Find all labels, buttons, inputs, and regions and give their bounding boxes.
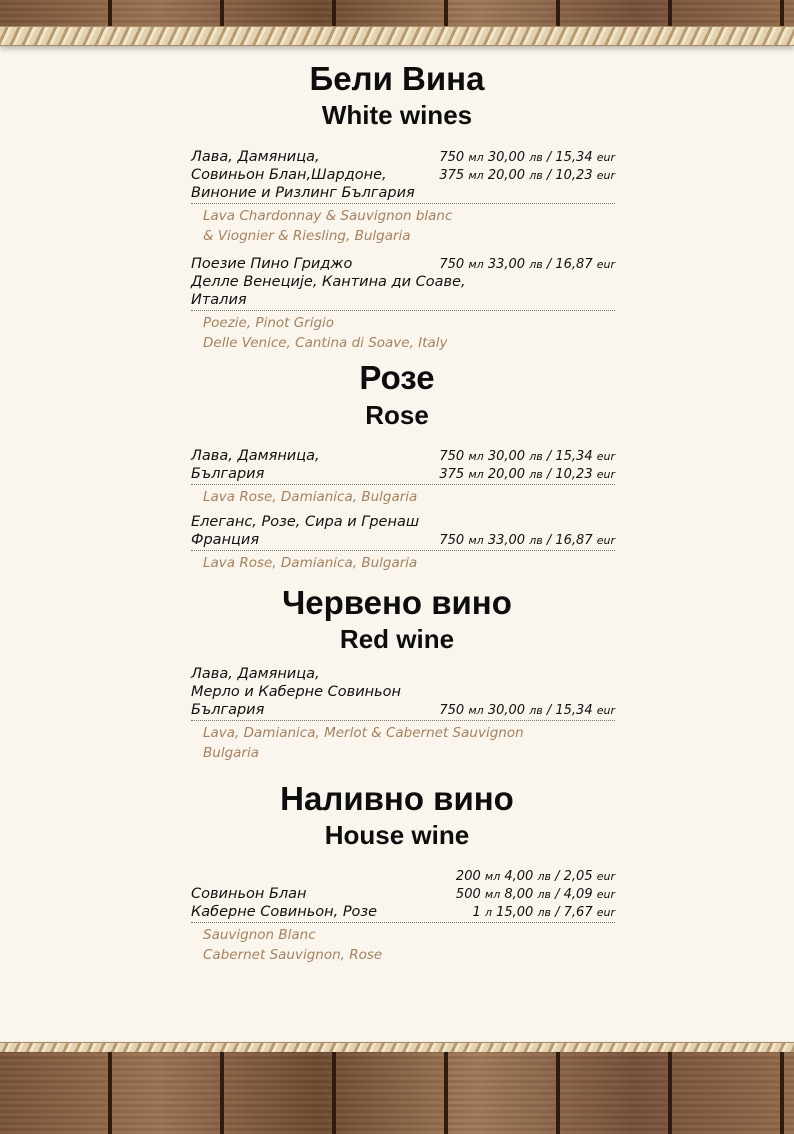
wine-name-line: Совиньон Блан,Шардоне, — [191, 167, 387, 183]
price-line: 750 мл 30,00 лв / 15,34 eur — [439, 150, 615, 165]
volume-unit: мл — [468, 450, 484, 463]
volume: 750 — [439, 449, 465, 464]
volume-unit: мл — [484, 870, 501, 883]
volume: 750 — [439, 257, 465, 272]
currency-bgn: лв — [529, 169, 543, 182]
dotted-divider — [191, 922, 615, 923]
currency-eur: eur — [596, 870, 615, 883]
price-line: 750 мл 33,00 лв / 16,87 eur — [439, 533, 615, 548]
wine-name-en: Sauvignon Blanc — [203, 927, 316, 943]
currency-bgn: лв — [529, 704, 543, 717]
currency-eur: eur — [596, 151, 615, 164]
wine-name-en: & Viognier & Riesling, Bulgaria — [203, 228, 411, 244]
section-title-rose: Розе — [359, 359, 435, 396]
wine-name-en: Cabernet Sauvignon, Rose — [203, 947, 383, 963]
wine-name-en: Delle Venice, Cantina di Soave, Italy — [203, 335, 448, 351]
wine-name-line: Делле Венеције, Кантина ди Соаве, — [191, 274, 466, 290]
price-line: 375 мл 20,00 лв / 10,23 eur — [439, 467, 615, 482]
volume-unit: мл — [484, 888, 501, 901]
volume-unit: мл — [468, 258, 484, 271]
dotted-divider — [191, 484, 615, 485]
volume-unit: мл — [468, 169, 484, 182]
wine-name-line: Каберне Совиньон, Розе — [191, 904, 378, 920]
section-subtitle-white: White wines — [321, 100, 473, 130]
price-eur: 10,23 — [555, 467, 593, 482]
dotted-divider — [191, 720, 615, 721]
wine-name-line: Виноние и Ризлинг България — [191, 185, 415, 201]
currency-eur: eur — [596, 450, 615, 463]
price-line: 500 мл 8,00 лв / 4,09 eur — [455, 887, 615, 902]
currency-bgn: лв — [529, 151, 543, 164]
wine-name-line: България — [191, 466, 265, 482]
price-eur: 15,34 — [555, 150, 593, 165]
volume-unit: мл — [468, 534, 484, 547]
price-bgn: 30,00 — [487, 449, 526, 464]
volume: 200 — [455, 869, 481, 884]
wine-name-en: Lava Chardonnay & Sauvignon blanc — [203, 208, 453, 224]
volume: 750 — [439, 150, 465, 165]
price-eur: 16,87 — [555, 533, 593, 548]
price-line: 200 мл 4,00 лв / 2,05 eur — [455, 869, 615, 884]
dotted-divider — [191, 203, 615, 204]
volume: 750 — [439, 533, 465, 548]
currency-bgn: лв — [529, 468, 543, 481]
wood-band-bottom — [0, 1052, 794, 1134]
currency-eur: eur — [596, 534, 615, 547]
section-title-house: Наливно вино — [280, 780, 514, 817]
volume: 750 — [439, 703, 465, 718]
wine-name-line: Совиньон Блан — [191, 886, 307, 902]
volume-unit: мл — [468, 151, 484, 164]
currency-eur: eur — [596, 906, 615, 919]
wine-name-line: Лава, Дамяница, — [191, 149, 320, 165]
currency-bgn: лв — [537, 906, 551, 919]
currency-bgn: лв — [537, 888, 551, 901]
wine-name-en: Lava Rose, Damianica, Bulgaria — [203, 489, 418, 505]
volume: 375 — [439, 168, 465, 183]
wine-name-en: Lava, Damianica, Merlot & Cabernet Sauvignon — [203, 725, 524, 741]
currency-bgn: лв — [529, 258, 543, 271]
volume: 500 — [455, 887, 481, 902]
price-eur: 16,87 — [555, 257, 593, 272]
currency-eur: eur — [596, 258, 615, 271]
wine-name-en: Poezie, Pinot Grigio — [203, 315, 335, 331]
volume: 375 — [439, 467, 465, 482]
wine-name-line: Италия — [191, 292, 247, 308]
price-bgn: 30,00 — [487, 150, 526, 165]
price-eur: 15,34 — [555, 703, 593, 718]
currency-bgn: лв — [537, 870, 551, 883]
rope-border-top — [0, 26, 794, 46]
wine-name-line: Мерло и Каберне Совиньон — [191, 684, 402, 700]
price-bgn: 20,00 — [487, 467, 526, 482]
currency-eur: eur — [596, 468, 615, 481]
section-subtitle-rose: Rose — [365, 400, 429, 430]
wine-name-line: Елеганс, Розе, Сира и Гренаш — [191, 514, 420, 530]
wine-name-line: Франция — [191, 532, 260, 548]
section-subtitle-red: Red wine — [339, 624, 455, 654]
price-line: 750 мл 30,00 лв / 15,34 eur — [439, 449, 615, 464]
price-eur: 2,05 — [563, 869, 593, 884]
volume-unit: мл — [468, 704, 484, 717]
price-bgn: 33,00 — [487, 533, 526, 548]
wine-name-line: Лава, Дамяница, — [191, 448, 320, 464]
currency-eur: eur — [596, 704, 615, 717]
price-bgn: 8,00 — [504, 887, 534, 902]
price-line: 375 мл 20,00 лв / 10,23 eur — [439, 168, 615, 183]
price-eur: 15,34 — [555, 449, 593, 464]
section-subtitle-house: House wine — [324, 820, 470, 850]
price-bgn: 15,00 — [496, 905, 534, 920]
currency-eur: eur — [596, 888, 615, 901]
wine-name-en: Lava Rose, Damianica, Bulgaria — [203, 555, 418, 571]
price-bgn: 30,00 — [487, 703, 526, 718]
price-eur: 7,67 — [563, 905, 593, 920]
section-title-white: Бели Вина — [309, 60, 485, 97]
dotted-divider — [191, 550, 615, 551]
price-line: 1 л 15,00 лв / 7,67 eur — [472, 905, 615, 920]
price-line: 750 мл 30,00 лв / 15,34 eur — [439, 703, 615, 718]
price-eur: 10,23 — [555, 168, 593, 183]
currency-bgn: лв — [529, 450, 543, 463]
volume: 1 — [472, 905, 481, 920]
price-bgn: 20,00 — [487, 168, 526, 183]
wine-name-line: Лава, Дамяница, — [191, 666, 320, 682]
section-title-red: Червено вино — [282, 584, 512, 621]
price-line: 750 мл 33,00 лв / 16,87 eur — [439, 257, 615, 272]
dotted-divider — [191, 310, 615, 311]
currency-eur: eur — [596, 169, 615, 182]
volume-unit: мл — [468, 468, 484, 481]
wine-name-en: Bulgaria — [203, 745, 259, 761]
wine-name-line: Поезие Пино Гриджо — [191, 256, 353, 272]
volume-unit: л — [484, 906, 492, 919]
price-bgn: 4,00 — [504, 869, 534, 884]
wine-name-line: България — [191, 702, 265, 718]
currency-bgn: лв — [529, 534, 543, 547]
price-bgn: 33,00 — [487, 257, 526, 272]
price-eur: 4,09 — [563, 887, 593, 902]
